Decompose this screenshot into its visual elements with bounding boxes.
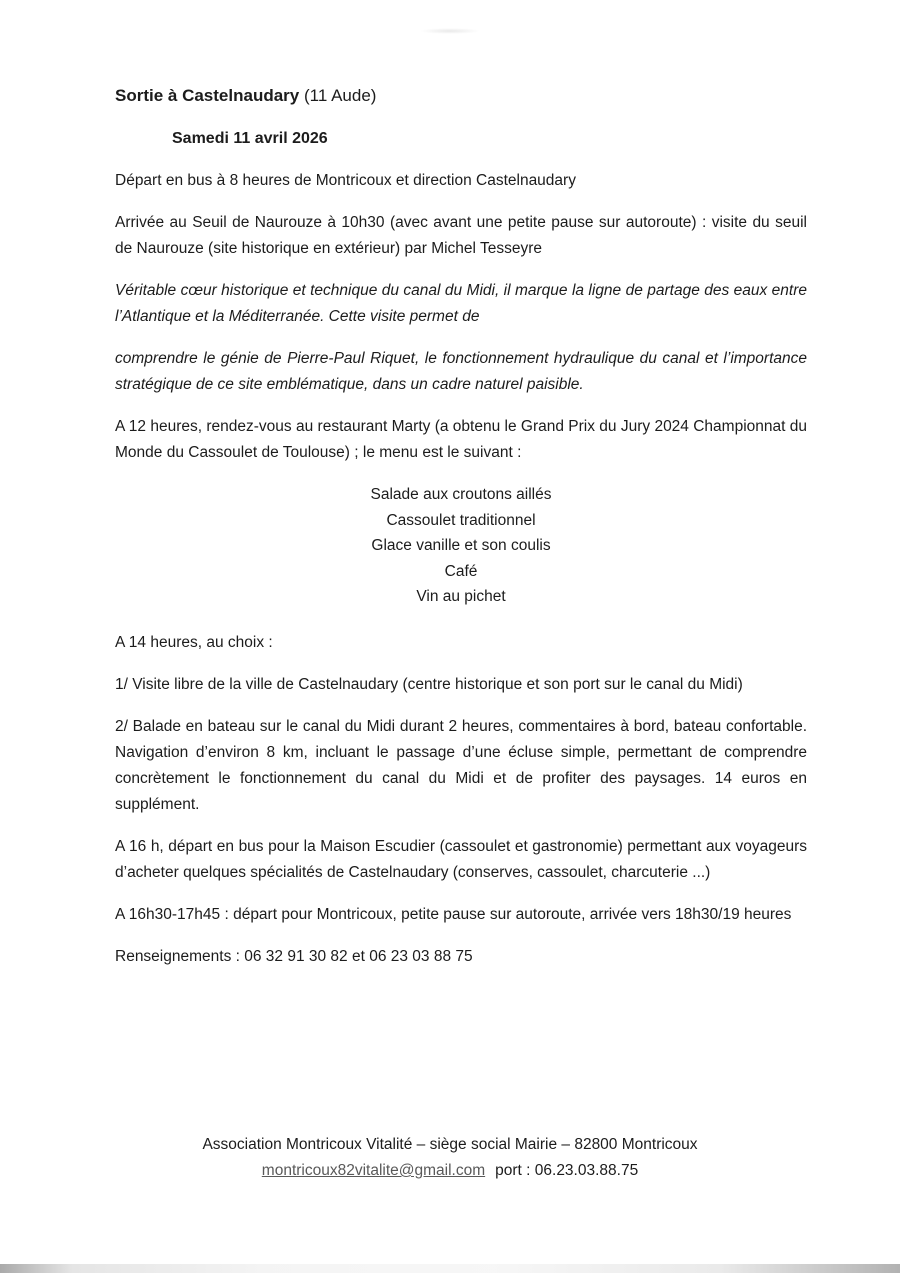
menu-item-plat: Cassoulet traditionnel bbox=[386, 511, 536, 529]
footer-email-link[interactable]: montricoux82vitalite@gmail.com bbox=[261, 1162, 486, 1179]
paragraph-restaurant-marty: A 12 heures, rendez-vous au restaurant Marty (a obtenu le Grand Prix du Jury 2024 Championnat du Monde du Cassoulet de Toulouse) ; le menu est le suivant : bbox=[115, 418, 807, 461]
paragraph-maison-escudier: A 16 h, départ en bus pour la Maison Escudier (cassoulet et gastronomie) permettant aux voyageurs d’acheter quelques spécialités de Castelnaudary (conserves, cassoulet, charcuterie ...) bbox=[115, 837, 807, 881]
document-footer bbox=[0, 1132, 900, 1184]
document-body bbox=[115, 84, 807, 986]
paragraph-renseignements: Renseignements : 06 32 91 30 82 et 06 23 03 88 75 bbox=[115, 947, 473, 965]
paragraph-retour: A 16h30-17h45 : départ pour Montricoux, petite pause sur autoroute, arrivée vers 18h30/19 heures bbox=[115, 905, 792, 923]
paragraph-description-italic-1: Véritable cœur historique et technique du canal du Midi, il marque la ligne de partage des eaux entre l’Atlantique et la Méditerranée. Cette visite permet de bbox=[115, 282, 807, 325]
footer-port-number: port : 06.23.03.88.75 bbox=[495, 1162, 639, 1179]
paragraph-description-italic-2: comprendre le génie de Pierre-Paul Riquet, le fonctionnement hydraulique du canal et l’importance stratégique de ce site emblématique, dans un cadre naturel paisible. bbox=[115, 350, 807, 393]
paragraph-choix-intro: A 14 heures, au choix : bbox=[115, 633, 273, 651]
menu-list bbox=[115, 482, 807, 610]
footer-association-line: Association Montricoux Vitalité – siège social Mairie – 82800 Montricoux bbox=[202, 1136, 698, 1153]
footer-contact-line bbox=[0, 1158, 900, 1184]
paragraph-option-2: 2/ Balade en bateau sur le canal du Midi durant 2 heures, commentaires à bord, bateau confortable. Navigation d’environ 8 km, incluant le passage d’une écluse simple, permettant de comprendre concrètement le fonctionnement du canal du Midi et de profiter des paysages. 14 euros en supplément. bbox=[115, 717, 807, 813]
page-title-department: (11 Aude) bbox=[299, 86, 377, 105]
scan-edge-artifact bbox=[0, 1264, 900, 1273]
menu-item-vin: Vin au pichet bbox=[416, 588, 506, 605]
paragraph-depart: Départ en bus à 8 heures de Montricoux et direction Castelnaudary bbox=[115, 172, 576, 189]
page-title-main: Sortie à Castelnaudary bbox=[115, 86, 300, 105]
scan-smudge-artifact bbox=[420, 28, 480, 34]
menu-item-dessert: Glace vanille et son coulis bbox=[371, 537, 551, 554]
page-title bbox=[115, 84, 807, 108]
menu-item-entree: Salade aux croutons aillés bbox=[370, 486, 552, 503]
paragraph-arrivee-naurouze: Arrivée au Seuil de Naurouze à 10h30 (avec avant une petite pause sur autoroute) : visite du seuil de Naurouze (site historique en extérieur) par Michel Tesseyre bbox=[115, 214, 807, 257]
event-date: Samedi 11 avril 2026 bbox=[172, 130, 328, 147]
menu-item-cafe: Café bbox=[444, 562, 478, 580]
paragraph-option-1: 1/ Visite libre de la ville de Castelnaudary (centre historique et son port sur le canal du Midi) bbox=[115, 675, 743, 693]
